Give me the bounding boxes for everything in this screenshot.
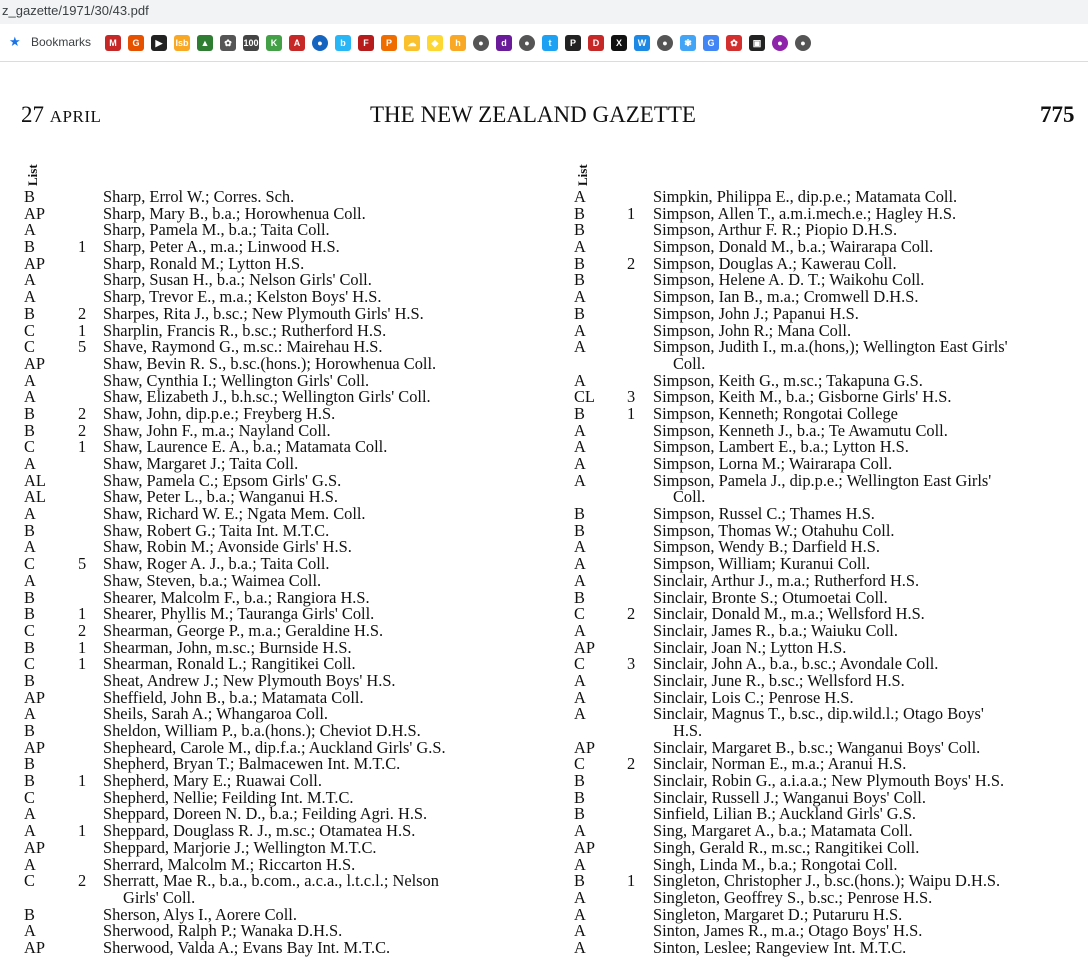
entry-list-code: A: [574, 570, 586, 590]
entry-list-code: C: [574, 654, 585, 674]
entry-text: Simpkin, Philippa E., dip.p.e.; Matamata Coll.: [653, 187, 958, 206]
entry-list-code: A: [574, 420, 586, 440]
entry-list-code: AP: [24, 353, 45, 373]
entry-text: Sheppard, Marjorie J.; Wellington M.T.C.: [103, 837, 377, 857]
entry-list-code: AP: [24, 687, 45, 707]
entry-text: Simpson, Thomas W.; Otahuhu Coll.: [653, 520, 895, 540]
entry-text: Shaw, Laurence E. A., b.a.; Matamata Coll.: [103, 437, 388, 457]
entry-text: Simpson, John J.; Papanui H.S.: [653, 303, 859, 323]
entry-list-code: AL: [24, 487, 46, 507]
entry-list-code: B: [574, 270, 585, 290]
header-date-day: 27: [21, 102, 44, 127]
b-icon[interactable]: b: [335, 35, 351, 51]
google-icon[interactable]: G: [703, 35, 719, 51]
entry-list-code: B: [24, 771, 35, 791]
entry-text: Sinclair, Joan N.; Lytton H.S.: [653, 637, 847, 657]
entry-list-code: AP: [24, 203, 45, 223]
entry-list-code: A: [24, 804, 36, 824]
entry-text: Simpson, Keith G., m.sc.; Takapuna G.S.: [653, 370, 923, 390]
entry-list-code: AP: [574, 637, 595, 657]
entry-text: Simpson, Lorna M.; Wairarapa Coll.: [653, 454, 893, 474]
list-column-label-left: List: [25, 164, 40, 186]
entry-list-code: CL: [574, 387, 595, 407]
entry-number: 1: [78, 821, 87, 841]
entry-list-code: A: [574, 537, 586, 557]
seal-icon[interactable]: ✿: [220, 35, 236, 51]
entry-text: Sinclair, Robin G., a.i.a.a.; New Plymouth Boys' H.S.: [653, 771, 1005, 791]
entry-list-code: B: [24, 904, 35, 924]
entry-number: 1: [78, 320, 87, 340]
entry-list-code: A: [574, 904, 586, 924]
entry-text: Sinclair, Arthur J., m.a.; Rutherford H.S.: [653, 570, 920, 590]
entry-number: 1: [78, 654, 87, 674]
d-icon[interactable]: d: [496, 35, 512, 51]
entry-text: Shaw, Margaret J.; Taita Coll.: [103, 454, 299, 474]
entry-text: Simpson, Ian B., m.a.; Cromwell D.H.S.: [653, 287, 919, 307]
h-icon[interactable]: h: [450, 35, 466, 51]
entry-list-code: B: [24, 637, 35, 657]
entry-text: Shaw, Cynthia I.; Wellington Girls' Coll.: [103, 370, 370, 390]
entry-list-code: A: [574, 670, 586, 690]
entry-list-code: A: [574, 554, 586, 574]
entry-list-code: C: [24, 654, 35, 674]
entry-text: Sharp, Ronald M.; Lytton H.S.: [103, 253, 305, 273]
entry-text: Sing, Margaret A., b.a.; Matamata Coll.: [653, 821, 913, 841]
entry-text: Shaw, Robin M.; Avonside Girls' H.S.: [103, 537, 352, 557]
entry-list-code: A: [574, 687, 586, 707]
entry-list-code: A: [24, 821, 36, 841]
entry-text: Sinclair, Norman E., m.a.; Aranui H.S.: [653, 754, 907, 774]
entry-list-code: A: [24, 921, 36, 941]
entry-number: 1: [627, 203, 636, 223]
game-icon[interactable]: ▲: [197, 35, 213, 51]
entry-text: Simpson, Helene A. D. T.; Waikohu Coll.: [653, 270, 925, 290]
entry-text: Simpson, Wendy B.; Darfield H.S.: [653, 537, 880, 557]
entry-text: Simpson, John R.; Mana Coll.: [653, 320, 852, 340]
entry-text: Sinclair, Lois C.; Penrose H.S.: [653, 687, 854, 707]
entry-list-code: B: [574, 403, 585, 423]
pocket-icon[interactable]: P: [565, 35, 581, 51]
header-title: THE NEW ZEALAND GAZETTE: [370, 102, 696, 127]
entry-number: 1: [78, 604, 87, 624]
entry-text: Sherrard, Malcolm M.; Riccarton H.S.: [103, 854, 356, 874]
entry-continuation: H.S.: [673, 721, 703, 741]
entry-list-code: A: [574, 320, 586, 340]
entry-list-code: A: [24, 287, 36, 307]
globe-icon[interactable]: ●: [473, 35, 489, 51]
entry-list-code: AP: [574, 837, 595, 857]
entry-list-code: B: [24, 303, 35, 323]
entry-list-code: B: [574, 771, 585, 791]
entry-continuation: Girls' Coll.: [123, 887, 196, 907]
entry-list-code: C: [24, 337, 35, 357]
entry-text: Shaw, John F., m.a.; Nayland Coll.: [103, 420, 331, 440]
entry-text: Shaw, Peter L., b.a.; Wanganui H.S.: [103, 487, 338, 507]
entry-list-code: B: [24, 420, 35, 440]
bookmark-favicons: [105, 35, 811, 51]
entry-list-code: A: [24, 387, 36, 407]
entry-text: Singleton, Margaret D.; Putaruru H.S.: [653, 904, 903, 924]
entry-number: 2: [78, 303, 87, 323]
entry-text: Simpson, Arthur F. R.; Piopio D.H.S.: [653, 220, 898, 240]
entry-list-code: B: [574, 787, 585, 807]
list-column-label-right: List: [575, 164, 590, 186]
entry-list-code: B: [24, 604, 35, 624]
entry-number: 2: [627, 604, 636, 624]
globe3-icon[interactable]: ●: [657, 35, 673, 51]
entry-number: 2: [78, 620, 87, 640]
entry-list-code: A: [24, 220, 36, 240]
entry-text: Simpson, Douglas A.; Kawerau Coll.: [653, 253, 897, 273]
entry-list-code: A: [574, 821, 586, 841]
entry-continuation: Coll.: [673, 353, 706, 373]
huawei-icon[interactable]: ✿: [726, 35, 742, 51]
entry-text: Singleton, Christopher J., b.sc.(hons.); Waipu D.H.S.: [653, 871, 1001, 891]
entry-text: Shaw, Roger A. J., b.a.; Taita Coll.: [103, 554, 330, 574]
entry-text: Shepherd, Nellie; Feilding Int. M.T.C.: [103, 787, 354, 807]
pma-icon[interactable]: P: [381, 35, 397, 51]
twitter-icon[interactable]: t: [542, 35, 558, 51]
entry-text: Simpson, Donald M., b.a.; Wairarapa Coll.: [653, 237, 934, 257]
entry-number: 2: [78, 871, 87, 891]
film-icon[interactable]: ▶: [151, 35, 167, 51]
entry-text: Sinfield, Lilian B.; Auckland Girls' G.S.: [653, 804, 916, 824]
entry-text: Sinton, James R., m.a.; Otago Boys' H.S.: [653, 921, 923, 941]
entry-list-code: AP: [574, 737, 595, 757]
entry-text: Simpson, Kenneth; Rongotai College: [653, 403, 898, 423]
wordpress-icon[interactable]: W: [634, 35, 650, 51]
entry-text: Shepheard, Carole M., dip.f.a.; Auckland Girls' G.S.: [103, 737, 446, 757]
entry-text: Shaw, Pamela C.; Epsom Girls' G.S.: [103, 470, 342, 490]
entry-list-code: A: [24, 454, 36, 474]
entry-list-code: C: [24, 437, 35, 457]
entry-number: 1: [78, 637, 87, 657]
entry-list-code: B: [574, 587, 585, 607]
k-icon[interactable]: K: [266, 35, 282, 51]
entry-list-code: B: [574, 203, 585, 223]
entry-list-code: B: [24, 520, 35, 540]
entry-text: Sherwood, Valda A.; Evans Bay Int. M.T.C.: [103, 938, 391, 957]
entry-text: Singh, Linda M., b.a.; Rongotai Coll.: [653, 854, 898, 874]
entry-list-code: A: [574, 938, 586, 957]
weather-icon[interactable]: ☁: [404, 35, 420, 51]
entry-text: Sheils, Sarah A.; Whangaroa Coll.: [103, 704, 329, 724]
entry-list-code: B: [574, 303, 585, 323]
entry-text: Shepherd, Mary E.; Ruawai Coll.: [103, 771, 322, 791]
entry-text: Shepherd, Bryan T.; Balmacewen Int. M.T.C.: [103, 754, 401, 774]
star-icon[interactable]: ★: [9, 34, 21, 49]
entry-list-code: A: [24, 370, 36, 390]
entry-list-code: B: [24, 670, 35, 690]
entry-list-code: B: [24, 587, 35, 607]
entry-list-code: A: [574, 921, 586, 941]
entry-text: Shearer, Malcolm F., b.a.; Rangiora H.S.: [103, 587, 370, 607]
circle-blue-icon[interactable]: ●: [312, 35, 328, 51]
header-date-month: APRIL: [49, 107, 102, 126]
entry-number: 1: [627, 871, 636, 891]
m-icon[interactable]: M: [105, 35, 121, 51]
entry-list-code: A: [24, 854, 36, 874]
url-text[interactable]: z_gazette/1971/30/43.pdf: [2, 3, 149, 18]
entry-list-code: C: [24, 871, 35, 891]
entry-list-code: A: [574, 237, 586, 257]
entry-number: 2: [627, 253, 636, 273]
entry-text: Shaw, Steven, b.a.; Waimea Coll.: [103, 570, 322, 590]
entry-list-code: B: [24, 403, 35, 423]
entry-list-code: A: [574, 187, 586, 206]
entry-list-code: C: [574, 604, 585, 624]
d2-icon[interactable]: D: [588, 35, 604, 51]
entry-list-code: AP: [24, 253, 45, 273]
entry-text: Sinclair, James R., b.a.; Waiuku Coll.: [653, 620, 898, 640]
entry-text: Shaw, John, dip.p.e.; Freyberg H.S.: [103, 403, 336, 423]
entry-text: Shearman, Ronald L.; Rangitikei Coll.: [103, 654, 356, 674]
entry-number: 5: [78, 337, 87, 357]
entry-text: Sheppard, Doreen N. D., b.a.; Feilding Agri. H.S.: [103, 804, 428, 824]
entry-list-code: C: [574, 754, 585, 774]
entry-text: Sharp, Mary B., b.a.; Horowhenua Coll.: [103, 203, 366, 223]
entry-list-code: A: [574, 620, 586, 640]
entry-list-code: A: [574, 437, 586, 457]
entry-number: 3: [627, 387, 636, 407]
entry-text: Simpson, Allen T., a.m.i.mech.e.; Hagley H.S.: [653, 203, 957, 223]
entry-list-code: A: [574, 454, 586, 474]
entry-text: Simpson, Pamela J., dip.p.e.; Wellington East Girls': [653, 470, 992, 490]
entry-list-code: B: [574, 504, 585, 524]
entry-continuation: Coll.: [673, 487, 706, 507]
entry-list-code: B: [574, 804, 585, 824]
entry-text: Sinton, Leslee; Rangeview Int. M.T.C.: [653, 938, 907, 957]
entry-text: Sharp, Trevor E., m.a.; Kelston Boys' H.S.: [103, 287, 382, 307]
colorful-icon[interactable]: ●: [772, 35, 788, 51]
entry-number: 1: [78, 437, 87, 457]
entry-text: Shaw, Elizabeth J., b.h.sc.; Wellington Girls' Coll.: [103, 387, 431, 407]
entry-list-code: B: [24, 721, 35, 741]
entry-text: Shave, Raymond G., m.sc.: Mairehau H.S.: [103, 337, 383, 357]
entry-text: Sharpes, Rita J., b.sc.; New Plymouth Girls' H.S.: [103, 303, 424, 323]
entry-text: Simpson, Judith I., m.a.(hons,); Wellington East Girls': [653, 337, 1008, 357]
entry-text: Singh, Gerald R., m.sc.; Rangitikei Coll.: [653, 837, 920, 857]
entry-list-code: B: [574, 220, 585, 240]
entry-text: Sharp, Peter A., m.a.; Linwood H.S.: [103, 237, 340, 257]
entry-list-code: B: [24, 754, 35, 774]
entry-number: 2: [78, 420, 87, 440]
entry-list-code: A: [574, 704, 586, 724]
address-bar[interactable]: [0, 0, 1088, 24]
entry-text: Shaw, Richard W. E.; Ngata Mem. Coll.: [103, 504, 366, 524]
x-icon[interactable]: X: [611, 35, 627, 51]
entry-list-code: A: [574, 370, 586, 390]
entry-list-code: A: [24, 537, 36, 557]
entry-number: 1: [627, 403, 636, 423]
entry-list-code: C: [24, 787, 35, 807]
entry-number: 2: [78, 403, 87, 423]
entry-list-code: A: [24, 570, 36, 590]
entry-list-code: A: [574, 470, 586, 490]
entry-text: Sharp, Pamela M., b.a.; Taita Coll.: [103, 220, 330, 240]
entry-list-code: A: [24, 704, 36, 724]
100-icon[interactable]: 100: [243, 35, 259, 51]
ma-icon[interactable]: A: [289, 35, 305, 51]
entry-text: Shearer, Phyllis M.; Tauranga Girls' Coll.: [103, 604, 375, 624]
entry-list-code: B: [24, 187, 35, 206]
entry-text: Sinclair, Donald M., m.a.; Wellsford H.S.: [653, 604, 925, 624]
globe2-icon[interactable]: ●: [519, 35, 535, 51]
entry-number: 5: [78, 554, 87, 574]
entry-list-code: A: [574, 287, 586, 307]
entry-text: Simpson, Russel C.; Thames H.S.: [653, 504, 875, 524]
globe4-icon[interactable]: ●: [795, 35, 811, 51]
entry-text: Sinclair, June R., b.sc.; Wellsford H.S.: [653, 670, 905, 690]
entry-text: Sharp, Errol W.; Corres. Sch.: [103, 187, 295, 206]
entry-text: Shaw, Robert G.; Taita Int. M.T.C.: [103, 520, 330, 540]
entry-list-code: AP: [24, 938, 45, 957]
square-icon[interactable]: ▣: [749, 35, 765, 51]
entry-list-code: AL: [24, 470, 46, 490]
entry-list-code: A: [24, 270, 36, 290]
entry-text: Sinclair, Bronte S.; Otumoetai Coll.: [653, 587, 888, 607]
diamond-icon[interactable]: ◆: [427, 35, 443, 51]
entry-list-code: B: [24, 237, 35, 257]
entry-text: Sharplin, Francis R., b.sc.; Rutherford H.S.: [103, 320, 387, 340]
entry-list-code: A: [24, 504, 36, 524]
entry-number: 2: [627, 754, 636, 774]
entry-number: 1: [78, 237, 87, 257]
entry-list-code: B: [574, 253, 585, 273]
entry-text: Sheppard, Douglass R. J., m.sc.; Otamatea H.S.: [103, 821, 416, 841]
entry-text: Shearman, George P., m.a.; Geraldine H.S.: [103, 620, 384, 640]
page-number: 775: [1040, 102, 1075, 127]
entry-text: Singleton, Geoffrey S., b.sc.; Penrose H.S.: [653, 887, 933, 907]
entry-text: Sherwood, Ralph P.; Wanaka D.H.S.: [103, 921, 343, 941]
pdf-page: [0, 62, 1088, 957]
g-refresh-icon[interactable]: G: [128, 35, 144, 51]
entry-text: Sinclair, Margaret B., b.sc.; Wanganui Boys' Coll.: [653, 737, 981, 757]
entry-list-code: A: [574, 887, 586, 907]
entry-text: Shearman, John, m.sc.; Burnside H.S.: [103, 637, 352, 657]
entry-text: Simpson, William; Kuranui Coll.: [653, 554, 871, 574]
bookmarks-label[interactable]: Bookmarks: [31, 35, 92, 49]
entry-text: Simpson, Lambert E., b.a.; Lytton H.S.: [653, 437, 909, 457]
entry-text: Sheffield, John B., b.a.; Matamata Coll.: [103, 687, 364, 707]
book-icon[interactable]: F: [358, 35, 374, 51]
header-date: [21, 102, 101, 128]
entry-list-code: B: [574, 871, 585, 891]
entry-list-code: C: [24, 554, 35, 574]
entry-text: Sheat, Andrew J.; New Plymouth Boys' H.S.: [103, 670, 396, 690]
entry-text: Sinclair, Russell J.; Wanganui Boys' Coll.: [653, 787, 926, 807]
entry-list-code: AP: [24, 837, 45, 857]
entry-text: Simpson, Kenneth J., b.a.; Te Awamutu Coll.: [653, 420, 948, 440]
entry-text: Sheldon, William P., b.a.(hons.); Cheviot D.H.S.: [103, 721, 421, 741]
entry-text: Sherson, Alys I., Aorere Coll.: [103, 904, 297, 924]
entry-text: Sharp, Susan H., b.a.; Nelson Girls' Coll.: [103, 270, 372, 290]
entry-number: 3: [627, 654, 636, 674]
entry-list-code: A: [574, 337, 586, 357]
entry-list-code: AP: [24, 737, 45, 757]
bookmarks-bar: [0, 24, 1088, 62]
entry-text: Simpson, Keith M., b.a.; Gisborne Girls' H.S.: [653, 387, 952, 407]
entry-text: Sinclair, John A., b.a., b.sc.; Avondale Coll.: [653, 654, 939, 674]
entry-list-code: C: [24, 320, 35, 340]
entry-text: Sherratt, Mae R., b.a., b.com., a.c.a., l.t.c.l.; Nelson: [103, 871, 439, 891]
entry-text: Shaw, Bevin R. S., b.sc.(hons.); Horowhenua Coll.: [103, 353, 437, 373]
entry-list-code: B: [574, 520, 585, 540]
entry-list-code: C: [24, 620, 35, 640]
isb-icon[interactable]: Isb: [174, 35, 190, 51]
entry-list-code: A: [574, 854, 586, 874]
entry-number: 1: [78, 771, 87, 791]
entry-text: Sinclair, Magnus T., b.sc., dip.wild.l.; Otago Boys': [653, 704, 984, 724]
flower-icon[interactable]: ✾: [680, 35, 696, 51]
